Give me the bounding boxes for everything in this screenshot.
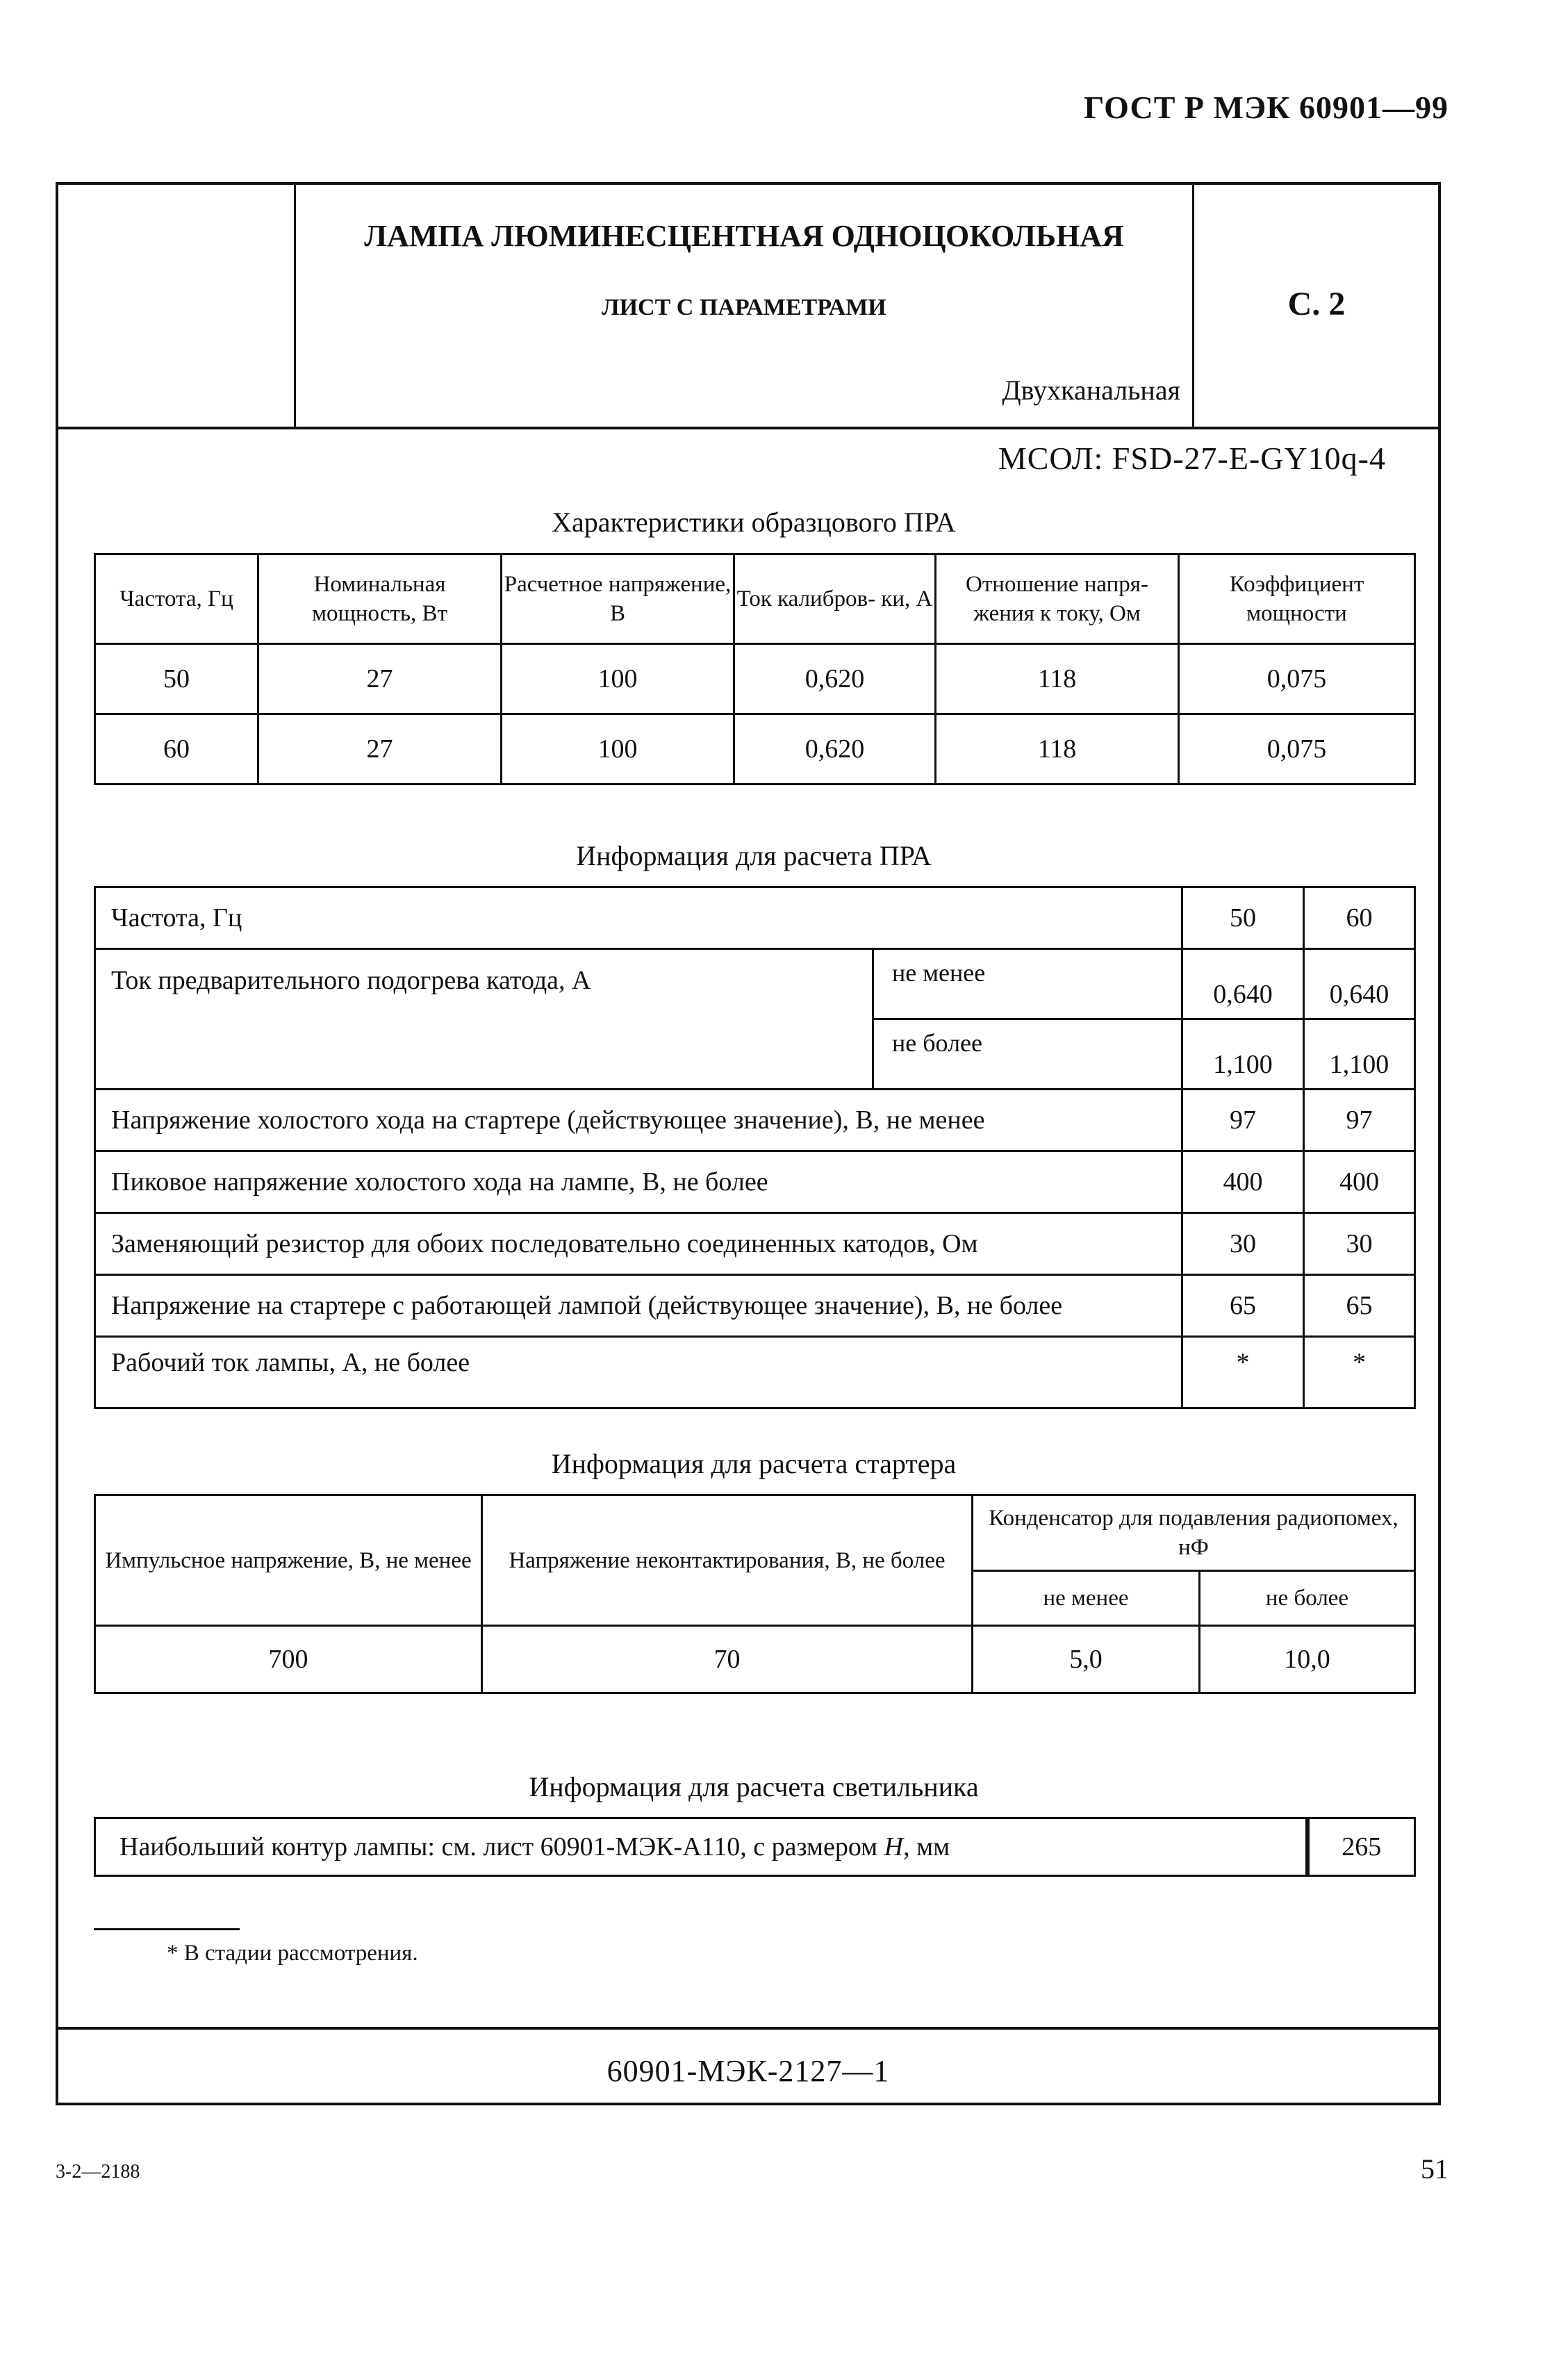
starter-design-caption: Информация для расчета стартера bbox=[551, 1448, 957, 1479]
ballast-ref-caption: Характеристики образцового ПРА bbox=[552, 507, 956, 538]
row-label: Рабочий ток лампы, А, не более bbox=[95, 1337, 1182, 1408]
table-row bbox=[95, 1818, 1415, 1876]
table-row bbox=[95, 644, 1415, 714]
table-row bbox=[95, 714, 1415, 784]
header-cell: Расчетное напряжение, В bbox=[502, 554, 734, 644]
table-row bbox=[95, 1626, 1415, 1693]
table-cell: 65 bbox=[1182, 1275, 1304, 1337]
table-cell: * bbox=[1182, 1337, 1304, 1408]
starter-design-table bbox=[94, 1494, 1416, 1694]
table-row bbox=[95, 1213, 1415, 1275]
table-cell: 50 bbox=[95, 644, 258, 714]
table-cell: 60 bbox=[1304, 887, 1415, 949]
table-cell: 50 bbox=[1182, 887, 1304, 949]
header-cell: Импульсное напряжение, В, не менее bbox=[95, 1495, 482, 1626]
table-row bbox=[95, 1275, 1415, 1337]
row-label: Напряжение холостого хода на стартере (действующее значение), В, не менее bbox=[95, 1090, 1182, 1151]
table-cell: 700 bbox=[95, 1626, 482, 1693]
table-cell: 0,620 bbox=[734, 644, 936, 714]
luminaire-design-caption: Информация для расчета светильника bbox=[529, 1771, 979, 1802]
table-cell: 5,0 bbox=[973, 1626, 1200, 1693]
table-cell: 100 bbox=[502, 644, 734, 714]
table-row bbox=[95, 1337, 1415, 1408]
sheet-title: ЛАМПА ЛЮМИНЕСЦЕНТНАЯ ОДНОЦОКОЛЬНАЯ bbox=[364, 219, 1124, 253]
limit-label: не менее bbox=[873, 949, 1182, 1019]
sheet-page: С. 2 bbox=[1287, 286, 1346, 322]
ballast-design-caption: Информация для расчета ПРА bbox=[576, 840, 932, 871]
header-cell: не менее bbox=[973, 1571, 1200, 1626]
header-cell: Конденсатор для подавления радиопомех, нФ bbox=[973, 1495, 1415, 1571]
row-label bbox=[95, 1818, 1307, 1876]
table-cell: 97 bbox=[1182, 1090, 1304, 1151]
table-cell: 30 bbox=[1304, 1213, 1415, 1275]
header-cell: Отношение напря- жения к току, Ом bbox=[936, 554, 1179, 644]
sheet-code: 60901-МЭК-2127—1 bbox=[606, 2054, 890, 2088]
header-cell: Номинальная мощность, Вт bbox=[258, 554, 502, 644]
table-cell: 400 bbox=[1304, 1151, 1415, 1213]
table-row bbox=[95, 1151, 1415, 1213]
table-cell: 27 bbox=[258, 714, 502, 784]
row-label: Пиковое напряжение холостого хода на лампе, В, не более bbox=[95, 1151, 1182, 1213]
limit-label: не более bbox=[873, 1019, 1182, 1090]
table-cell: 0,640 bbox=[1304, 949, 1415, 1019]
lamp-type: Двухканальная bbox=[1002, 375, 1180, 406]
table-cell: 100 bbox=[502, 714, 734, 784]
table-cell: 118 bbox=[936, 714, 1179, 784]
standard-number: ГОСТ Р МЭК 60901—99 bbox=[1084, 90, 1449, 125]
table-cell: 1,100 bbox=[1182, 1019, 1304, 1090]
table-row bbox=[95, 887, 1415, 949]
footnote-rule bbox=[94, 1928, 240, 1930]
table-row bbox=[95, 949, 1415, 1019]
footnote: * В стадии рассмотрения. bbox=[167, 1941, 418, 1966]
table-cell: 27 bbox=[258, 644, 502, 714]
row-label: Ток предварительного подогрева катода, А bbox=[95, 949, 873, 1090]
header-cell: Коэффициент мощности bbox=[1179, 554, 1415, 644]
row-label: Частота, Гц bbox=[95, 887, 1182, 949]
header-cell: не более bbox=[1200, 1571, 1415, 1626]
luminaire-label-text: Наибольший контур лампы: см. лист 60901-МЭК-А110, с размером bbox=[119, 1832, 884, 1861]
header-cell: Ток калибров- ки, А bbox=[734, 554, 936, 644]
title-block bbox=[56, 182, 1441, 429]
table-cell: 0,620 bbox=[734, 714, 936, 784]
table-cell: 60 bbox=[95, 714, 258, 784]
table-cell: 0,075 bbox=[1179, 714, 1415, 784]
ballast-ref-table bbox=[94, 553, 1416, 785]
table-cell: * bbox=[1304, 1337, 1415, 1408]
table-cell: 0,640 bbox=[1182, 949, 1304, 1019]
ballast-design-table bbox=[94, 886, 1416, 1409]
sheet-subtitle: ЛИСТ С ПАРАМЕТРАМИ bbox=[602, 295, 886, 320]
table-cell: 400 bbox=[1182, 1151, 1304, 1213]
table-header-row bbox=[95, 1495, 1415, 1571]
print-code: 3-2—2188 bbox=[56, 2161, 140, 2183]
title-block-left-cell bbox=[56, 182, 296, 427]
table-cell: 1,100 bbox=[1304, 1019, 1415, 1090]
luminaire-label-unit: , мм bbox=[903, 1832, 950, 1861]
table-cell: 0,075 bbox=[1179, 644, 1415, 714]
lamp-designation: МСОЛ: FSD-27-E-GY10q-4 bbox=[998, 441, 1386, 476]
table-row bbox=[95, 1090, 1415, 1151]
table-cell: 70 bbox=[482, 1626, 973, 1693]
table-cell: 118 bbox=[936, 644, 1179, 714]
page-number: 51 bbox=[1421, 2153, 1449, 2185]
header-cell: Напряжение неконтактирования, В, не более bbox=[482, 1495, 973, 1626]
row-label: Напряжение на стартере с работающей лампой (действующее значение), В, не более bbox=[95, 1275, 1182, 1337]
table-cell: 97 bbox=[1304, 1090, 1415, 1151]
table-cell: 65 bbox=[1304, 1275, 1415, 1337]
header-cell: Частота, Гц bbox=[95, 554, 258, 644]
sheet-code-divider bbox=[56, 2027, 1441, 2030]
table-header-row bbox=[95, 554, 1415, 644]
table-cell: 30 bbox=[1182, 1213, 1304, 1275]
table-cell: 10,0 bbox=[1200, 1626, 1415, 1693]
dimension-variable: Н bbox=[884, 1832, 904, 1861]
row-label: Заменяющий резистор для обоих последовательно соединенных катодов, Ом bbox=[95, 1213, 1182, 1275]
table-cell: 265 bbox=[1307, 1818, 1415, 1876]
luminaire-design-table bbox=[94, 1817, 1416, 1877]
